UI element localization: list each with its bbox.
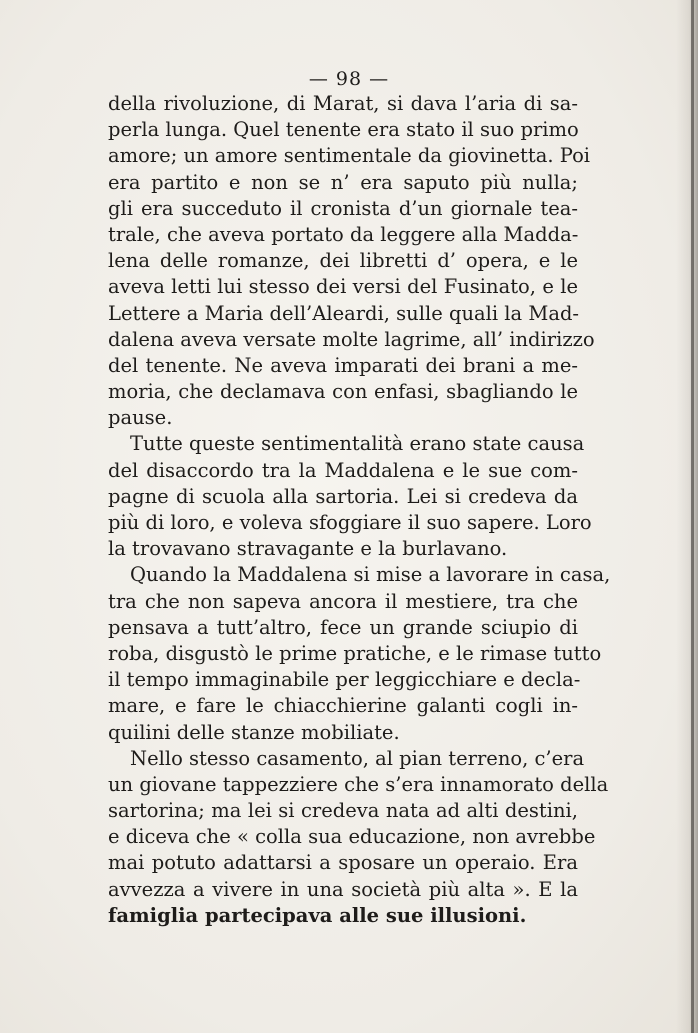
text-line: pause. — [108, 406, 173, 430]
text-line: del tenente. Ne aveva imparati dei brani a me- — [108, 353, 578, 377]
text-line: mai potuto adattarsi a sposare un operaio. Era — [108, 851, 578, 875]
text-line: aveva letti lui stesso dei versi del Fusinato, e le — [108, 275, 578, 299]
page-edge-shadow — [676, 0, 698, 1033]
text-line: Quando la Maddalena si mise a lavorare in casa, — [130, 563, 611, 587]
text-line: gli era succeduto il cronista d’un giornale tea- — [108, 196, 578, 220]
text-line: tra che non sapeva ancora il mestiere, tra che — [108, 589, 578, 613]
text-line: Lettere a Maria dell’Aleardi, sulle quali la Mad- — [108, 301, 580, 325]
text-line: era partito e non se n’ era saputo più nulla; — [108, 170, 578, 194]
text-line: dalena aveva versate molte lagrime, all’ indirizzo — [108, 327, 595, 351]
text-line: lena delle romanze, dei libretti d’ opera, e le — [108, 249, 578, 273]
text-line: sartorina; ma lei si credeva nata ad alti destini, — [108, 799, 578, 823]
text-line: famiglia partecipava alle sue illusioni. — [108, 903, 527, 927]
text-line: Nello stesso casamento, al pian terreno, c’era — [130, 746, 585, 770]
text-line: avvezza a vivere in una società più alta ». E la — [108, 877, 578, 901]
text-line: amore; un amore sentimentale da giovinetta. Poi — [108, 144, 591, 168]
text-line: Tutte queste sentimentalità erano state causa — [130, 432, 585, 456]
text-line: pagne di scuola alla sartoria. Lei si credeva da — [108, 484, 578, 508]
text-line: roba, disgustò le prime pratiche, e le rimase tutto — [108, 641, 602, 665]
text-line: mare, e fare le chiacchierine galanti cogli in- — [108, 694, 578, 718]
text-line: la trovavano stravagante e la burlavano. — [108, 537, 508, 561]
page-number: — 98 — — [308, 68, 390, 90]
text-line: del disaccordo tra la Maddalena e le sue com- — [108, 458, 578, 482]
text-line: della rivoluzione, di Marat, si dava l’aria di sa- — [108, 92, 578, 115]
text-line: e diceva che « colla sua educazione, non avrebbe — [108, 825, 596, 849]
text-line: quilini delle stanze mobiliate. — [108, 720, 400, 744]
text-line: perla lunga. Quel tenente era stato il suo primo — [108, 118, 579, 142]
text-line: un giovane tappezziere che s’era innamorato della — [108, 772, 609, 796]
text-line: pensava a tutt’altro, fece un grande sciupio di — [108, 615, 578, 639]
text-line: più di loro, e voleva sfoggiare il suo sapere. Loro — [108, 511, 592, 534]
page-edge-line — [691, 0, 694, 1033]
text-line: moria, che declamava con enfasi, sbagliando le — [108, 380, 578, 404]
text-line: il tempo immaginabile per leggicchiare e decla- — [108, 668, 581, 692]
body-text — [108, 91, 611, 929]
text-line: trale, che aveva portato da leggere alla Madda- — [108, 222, 579, 246]
